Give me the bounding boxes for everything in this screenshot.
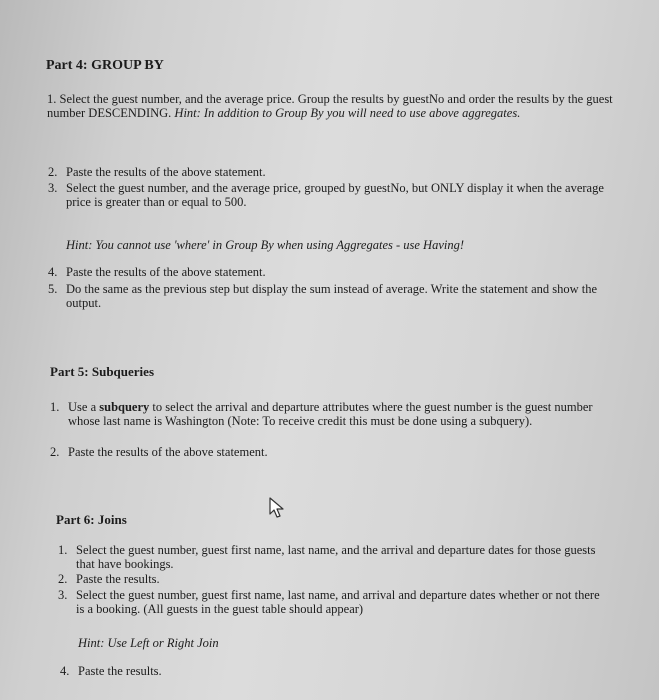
part5-title: Part 5: Subqueries [50,364,154,379]
part6-item-4 [60,664,460,678]
subquery-keyword: subquery [99,400,150,414]
part4-item-2 [48,165,608,179]
part4-item-5 [48,282,618,310]
part4-item-3 [48,181,608,209]
part5-item-1-text: Use a subquery to select the arrival and departure attributes where the guest number is the guest number whose last name is Washington (Note: To receive credit this must be done using a subquery). [68,400,593,428]
list-number: 4. [60,664,70,678]
list-number: 3. [58,588,68,602]
part4-item-5-text: Do the same as the previous step but display the sum instead of average. Write the statement and show the output. [66,282,598,310]
part6-hint: Hint: Use Left or Right Join [78,636,219,650]
part6-title: Part 6: Joins [56,512,127,527]
part6-item-1 [58,543,598,571]
list-number: 4. [48,265,58,279]
part4-item-1-text: 1. Select the guest number, and the average price. Group the results by guestNo and order the results by the guest number DESCENDING. [47,92,613,120]
part5-item-2 [50,445,600,459]
list-number: 5. [48,282,58,296]
part5-item-1 [50,400,600,428]
part4-item-4 [48,265,608,279]
part4-item-1-hint: Hint: In addition to Group By you will need to use above aggregates. [174,106,521,120]
part6-item-4-text: Paste the results. [78,664,162,678]
list-number: 2. [48,165,58,179]
part6-item-3-text: Select the guest number, guest first name, last name, and arrival and departure dates whether or not there is a booking. (All guests in the guest table should appear) [76,588,600,616]
part6-item-2-text: Paste the results. [76,572,160,586]
part6-item-3 [58,588,603,616]
list-number: 2. [50,445,60,459]
part6-item-1-text: Select the guest number, guest first name, last name, and the arrival and departure dates for those guests that have bookings. [76,543,596,571]
part6-item-2 [58,572,598,586]
part4-title: Part 4: GROUP BY [46,58,164,73]
list-number: 2. [58,572,68,586]
part4-item-3-text: Select the guest number, and the average price, grouped by guestNo, but ONLY display it when the average price is greater than or equal to 500. [66,181,604,209]
list-number: 1. [58,543,68,557]
part4-hint: Hint: You cannot use 'where' in Group By when using Aggregates - use Having! [66,238,465,252]
part4-item-4-text: Paste the results of the above statement. [66,265,266,279]
list-number: 3. [48,181,58,195]
mouse-pointer-icon [268,496,286,518]
part5-item-2-text: Paste the results of the above statement. [68,445,268,459]
part4-item-2-text: Paste the results of the above statement. [66,165,266,179]
part4-item-1 [47,92,617,120]
list-number: 1. [50,400,60,414]
